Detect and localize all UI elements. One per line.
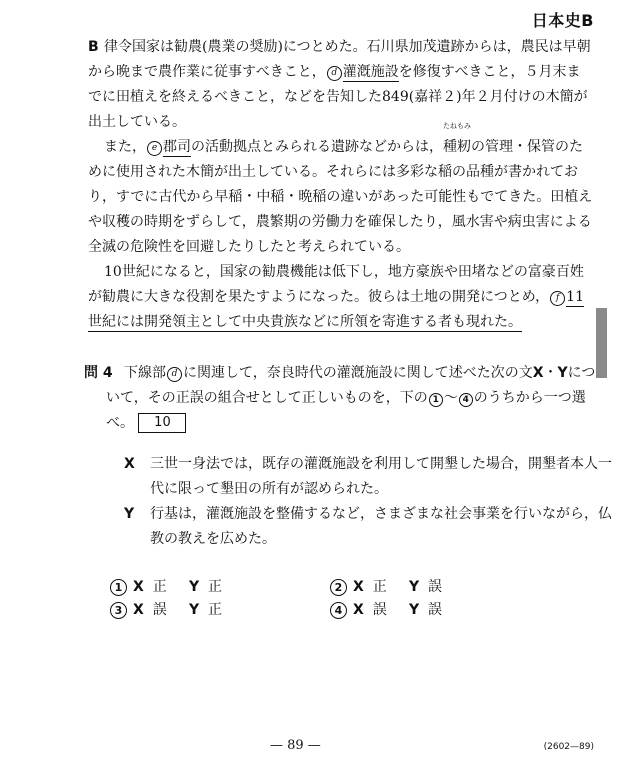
paragraph-1: [88, 35, 591, 135]
text-line: [104, 122, 583, 160]
choice-y: Y: [188, 579, 200, 595]
underline-f-cont: 世紀には開発領主として中央貴族などに所領を寄進する者も現れた。: [88, 314, 522, 330]
text-span: ～: [443, 390, 458, 406]
text-span: が勧農に大きな役割を果たすようになった。彼らは土地の開発につとめ，: [88, 289, 550, 305]
underline-e: 郡司: [163, 139, 191, 155]
choice-x: X: [133, 579, 144, 595]
text-span: また，: [104, 139, 146, 155]
statement-y-label: Y: [124, 506, 135, 522]
text-line: 10世紀になると，国家の勧農機能は低下し，地方豪族や田堵などの富豪百姓: [104, 264, 584, 280]
choice-x: X: [353, 602, 364, 618]
text-line: 行基は，灌漑施設を整備するなど，さまざまな社会事業を行いながら，仏: [150, 506, 612, 522]
choice-x: X: [353, 579, 364, 595]
text-line: 教の教えを広めた。: [150, 531, 276, 547]
choice-x: X: [133, 602, 144, 618]
choice-4[interactable]: [330, 600, 442, 620]
text-line: [88, 310, 574, 335]
choice-y-value: 正: [208, 579, 223, 595]
text-line: 全滅の危険性を回避したりしたと考えられている。: [88, 239, 410, 255]
marker-d: d: [167, 367, 182, 382]
choice-number: 3: [110, 602, 127, 619]
text-span: に関連して，奈良時代の灌漑施設に関して述べた次の文: [183, 365, 533, 381]
choice-number: 4: [330, 602, 347, 619]
choice-y-value: 正: [208, 602, 223, 618]
choice-number: 1: [110, 579, 127, 596]
marker-d: d: [327, 66, 342, 81]
paragraph-3: [88, 260, 584, 335]
choice-x-value: 正: [152, 579, 167, 595]
choice-x-value: 誤: [152, 602, 167, 618]
statement-ref-x: X: [532, 365, 544, 381]
choice-number: 2: [330, 579, 347, 596]
text-span: から晩まで農作業に従事すべきこと，: [88, 64, 326, 80]
answer-box[interactable]: 10: [138, 413, 186, 433]
choice-y-value: 誤: [428, 602, 443, 618]
choice-y-value: 誤: [428, 579, 443, 595]
text-span: 下線部: [124, 365, 166, 381]
marker-f: f: [550, 291, 565, 306]
choice-x-value: 正: [372, 579, 387, 595]
section-label: B: [88, 39, 99, 55]
text-line: 出土している。: [88, 114, 186, 130]
subject-title: 日本史B: [531, 11, 594, 30]
marker-e: e: [147, 141, 162, 156]
statement-y: [150, 502, 612, 552]
underline-f: 11: [566, 289, 584, 305]
side-index-tab: [596, 308, 607, 378]
ruby-term: [443, 122, 471, 160]
text-span: のうちから一つ選: [473, 390, 586, 406]
ruby-reading: たねもみ: [443, 122, 471, 130]
text-line: 三世一身法では，既存の灌漑施設を利用して開墾した場合，開墾者本人一: [150, 456, 612, 472]
underline-d: 灌漑施設: [342, 64, 399, 80]
paragraph-2: [88, 122, 593, 260]
choice-y: Y: [188, 602, 200, 618]
text-span: べ。: [106, 415, 134, 431]
text-line: でに田植えを終えるべきこと，などを告知した849(嘉祥２)年２月付けの木簡が: [88, 89, 588, 105]
text-span: を修復すべきこと，５月末ま: [398, 64, 581, 80]
choice-1[interactable]: [110, 577, 222, 597]
statement-x: [150, 452, 612, 502]
question-label: 問 4: [84, 365, 113, 381]
text-line: [106, 386, 586, 411]
document-code: (2602—89): [543, 742, 594, 752]
text-line: や収穫の時期をずらして，農繁期の労働力を確保したり，風水害や病虫害による: [88, 214, 592, 230]
text-line: [106, 411, 564, 436]
choice-ref-4: 4: [459, 393, 473, 407]
text-line: 代に限って墾田の所有が認められた。: [150, 481, 388, 497]
text-span: につ: [567, 365, 596, 381]
choice-y: Y: [408, 579, 420, 595]
choice-x-value: 誤: [372, 602, 387, 618]
ruby-base: 種籾: [443, 139, 471, 155]
text-line: り，すでに古代から早稲・中稲・晩稲の違いがあった可能性もでてきた。田植え: [88, 189, 593, 205]
text-line: 律令国家は勧農(農業の奨励)につとめた。石川県加茂遺跡からは，農民は早朝: [104, 39, 591, 55]
text-span: の活動拠点とみられる遺跡などからは，: [191, 139, 443, 155]
text-line: [88, 285, 584, 310]
text-span: ・: [543, 365, 558, 381]
statement-ref-y: Y: [557, 365, 568, 381]
text-line: めに使用された木簡が出土している。それらには多彩な稲の品種が書かれてお: [88, 164, 578, 180]
text-line: [124, 361, 596, 386]
text-line: [88, 60, 581, 85]
page-number: — 89 —: [270, 738, 321, 753]
choice-y: Y: [408, 602, 420, 618]
choice-ref-1: 1: [429, 393, 443, 407]
question-stem: [106, 361, 596, 436]
choice-2[interactable]: [330, 577, 442, 597]
text-span: いて，その正誤の組合せとして正しいものを，下の: [106, 390, 428, 406]
choice-3[interactable]: [110, 600, 222, 620]
text-span: の管理・保管のた: [471, 139, 583, 155]
statement-x-label: X: [124, 456, 135, 472]
